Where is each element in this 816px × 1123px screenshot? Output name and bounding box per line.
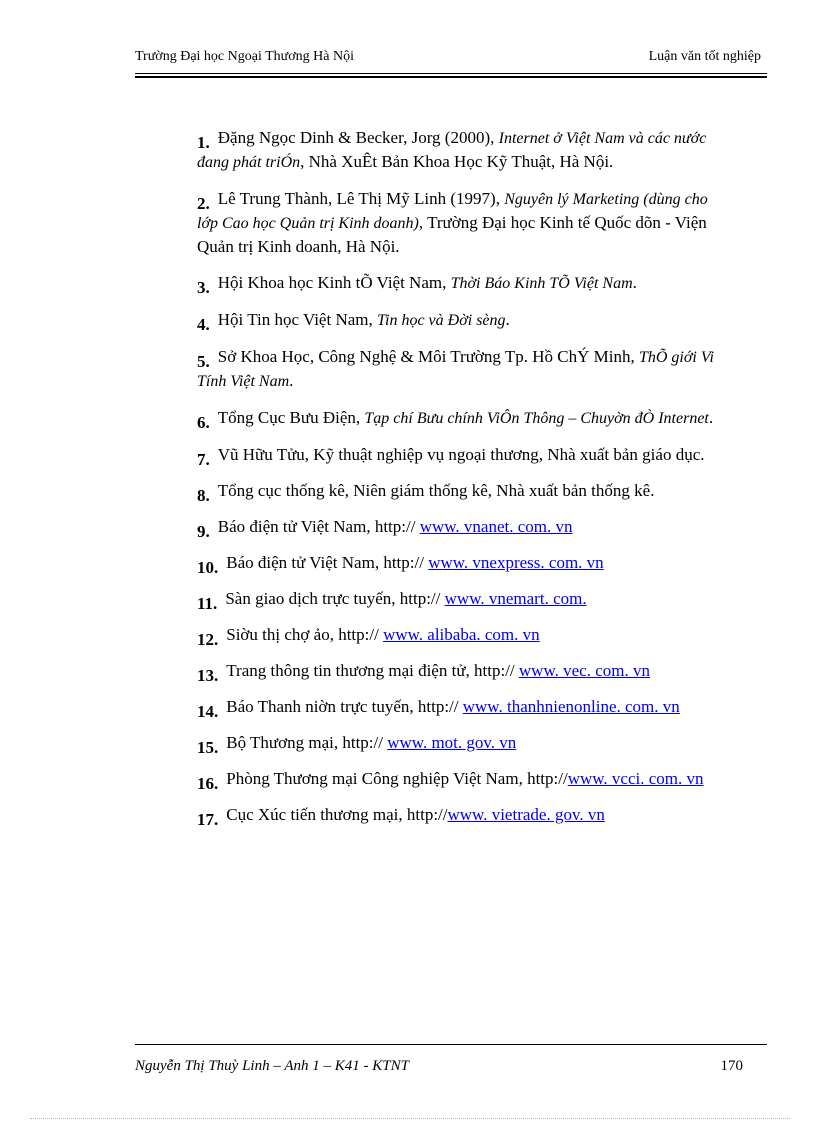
reference-number: 13. xyxy=(197,666,219,685)
footer-author: Nguyễn Thị Thuỳ Linh – Anh 1 – K41 - KTNT xyxy=(135,1058,409,1074)
reference-text: Báo điện tử Việt Nam, http:// xyxy=(217,517,420,536)
reference-number: 3. xyxy=(197,278,210,297)
page-edge xyxy=(30,1118,790,1119)
reference-text: Phòng Thương mại Công nghiệp Việt Nam, http:// xyxy=(226,769,568,788)
reference-number: 9. xyxy=(197,522,210,541)
reference-item xyxy=(197,187,719,258)
reference-text-tail: . xyxy=(632,273,637,292)
reference-text: Lê Trung Thành, Lê Thị Mỹ Linh (1997), xyxy=(217,189,505,208)
reference-link[interactable]: www. vnemart. com. xyxy=(444,589,587,608)
reference-item xyxy=(197,731,719,757)
reference-number: 6. xyxy=(197,413,210,432)
header-doc-type: Luận văn tốt nghiệp xyxy=(648,49,761,64)
reference-link[interactable]: www. mot. gov. vn xyxy=(387,733,517,752)
reference-number: 14. xyxy=(197,702,219,721)
reference-item xyxy=(197,406,719,430)
reference-text: Vũ Hữu Tửu, Kỹ thuật nghiệp vụ ngoại thương, Nhà xuất bản giáo dục. xyxy=(217,445,705,464)
reference-text: Sở Khoa Học, Công Nghệ & Môi Trường Tp. Hồ ChÝ Minh, xyxy=(217,347,639,366)
reference-item xyxy=(197,308,719,332)
reference-text-tail: . xyxy=(708,408,714,427)
reference-text-tail: . xyxy=(289,371,294,390)
reference-text: Tổng Cục Bưu Điện, xyxy=(217,408,365,427)
page-header xyxy=(135,49,761,71)
reference-item xyxy=(197,767,719,793)
reference-link[interactable]: www. vnanet. com. vn xyxy=(419,517,573,536)
reference-text-tail: , Trường Đại học Kinh tế Quốc dõn - Viện Quản trị Kinh doanh, Hà Nội. xyxy=(197,213,707,256)
reference-title: Thời Báo Kinh TÕ Việt Nam xyxy=(450,275,633,292)
reference-link[interactable]: www. vcci. com. vn xyxy=(567,769,704,788)
reference-text-tail: , Nhà XuÊt Bản Khoa Học Kỹ Thuật, Hà Nội. xyxy=(300,152,614,171)
reference-item xyxy=(197,479,719,505)
header-rule xyxy=(135,73,767,74)
reference-number: 8. xyxy=(197,486,210,505)
reference-title: Tin học và Đời sèng xyxy=(376,312,506,329)
header-rule-thick xyxy=(135,76,767,78)
reference-text-tail: . xyxy=(505,310,510,329)
reference-item xyxy=(197,345,719,393)
reference-item xyxy=(197,271,719,295)
reference-number: 17. xyxy=(197,810,219,829)
reference-link[interactable]: www. vec. com. vn xyxy=(518,661,650,680)
page-footer xyxy=(135,1058,743,1080)
reference-text: Tổng cục thống kê, Niên giám thống kê, Nhà xuất bản thống kê. xyxy=(217,481,655,500)
reference-item xyxy=(197,623,719,649)
reference-title: Internet ở Việt Nam và các nước đang phát triÓn xyxy=(197,130,707,171)
reference-number: 10. xyxy=(197,558,219,577)
header-school: Trường Đại học Ngoại Thương Hà Nội xyxy=(135,49,354,64)
reference-number: 5. xyxy=(197,352,210,371)
reference-link[interactable]: www. alibaba. com. vn xyxy=(383,625,540,644)
reference-item xyxy=(197,126,719,174)
reference-text: Đặng Ngọc Dinh & Becker, Jorg (2000), xyxy=(217,128,499,147)
reference-number: 11. xyxy=(197,594,218,613)
reference-text: Siờu thị chợ ảo, http:// xyxy=(226,625,384,644)
reference-text: Hội Khoa học Kinh tÕ Việt Nam, xyxy=(217,273,451,292)
reference-text: Cục Xúc tiến thương mại, http:// xyxy=(226,805,448,824)
footer-rule xyxy=(135,1044,767,1045)
reference-title: ThÕ giới Vi Tính Việt Nam xyxy=(197,349,714,390)
reference-number: 12. xyxy=(197,630,219,649)
reference-text: Hội Tin học Việt Nam, xyxy=(217,310,377,329)
page-number: 170 xyxy=(720,1058,743,1074)
reference-item xyxy=(197,587,719,613)
reference-title: Nguyên lý Marketing (dùng cho lớp Cao học Quản trị Kinh doanh) xyxy=(197,191,708,232)
reference-item xyxy=(197,515,719,541)
reference-title: Tạp chí Bưu chính ViÔn Thông – Chuyờn đÒ Internet xyxy=(364,410,709,427)
reference-text: Bộ Thương mại, http:// xyxy=(226,733,388,752)
reference-number: 16. xyxy=(197,774,219,793)
reference-item xyxy=(197,695,719,721)
reference-item xyxy=(197,443,719,469)
reference-item xyxy=(197,551,719,577)
reference-text: Sàn giao dịch trực tuyến, http:// xyxy=(225,589,445,608)
reference-number: 7. xyxy=(197,450,210,469)
reference-number: 4. xyxy=(197,315,210,334)
reference-item xyxy=(197,659,719,685)
reference-text: Trang thông tin thương mại điện tử, http:// xyxy=(226,661,519,680)
reference-link[interactable]: www. vnexpress. com. vn xyxy=(428,553,604,572)
reference-number: 1. xyxy=(197,133,210,152)
reference-item xyxy=(197,803,719,829)
reference-link[interactable]: www. thanhnienonline. com. vn xyxy=(462,697,680,716)
reference-number: 2. xyxy=(197,194,210,213)
reference-text: Báo Thanh niờn trực tuyến, http:// xyxy=(226,697,463,716)
reference-text: Báo điện tử Việt Nam, http:// xyxy=(226,553,429,572)
reference-list xyxy=(197,126,719,839)
reference-link[interactable]: www. vietrade. gov. vn xyxy=(447,805,605,824)
reference-number: 15. xyxy=(197,738,219,757)
